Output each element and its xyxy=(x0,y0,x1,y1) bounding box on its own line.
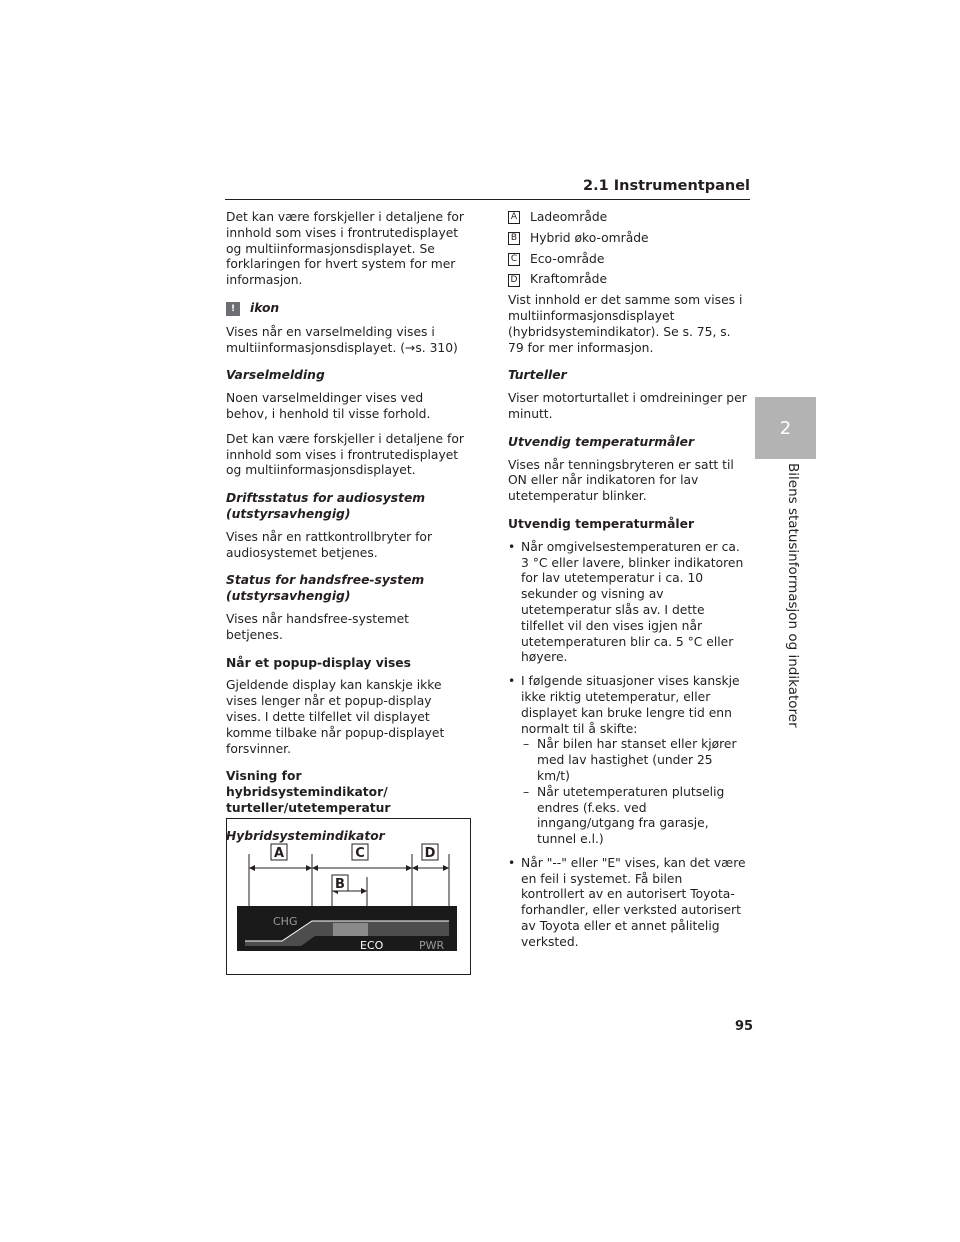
section-title: 2.1 Instrumentpanel xyxy=(583,178,750,194)
list-item xyxy=(508,674,748,848)
sub-bullet-text-1: Når bilen har stanset eller kjører med lav hastighet (under 25 km/t) xyxy=(537,737,737,783)
legend-text-b: Hybrid øko-område xyxy=(530,230,649,245)
warning-paragraph-2: Det kan være forskjeller i detaljene for innhold som vises i frontrutedisplayet og multiinformasjonsdisplayet. xyxy=(226,431,464,478)
figure-label-d: D xyxy=(424,846,436,861)
bullet-text-2: I følgende situasjoner vises kanskje ikke riktig utetemperatur, eller displayet kan bruke lengre tid enn normalt til å skifte: xyxy=(521,674,740,736)
intro-paragraph: Det kan være forskjeller i detaljene for innhold som vises i frontrutedisplayet og multiinformasjonsdisplayet. Se forklaringen for hvert system for mer informasjon. xyxy=(226,210,464,288)
warning-paragraph-1: Noen varselmeldinger vises ved behov, i henhold til visse forhold. xyxy=(226,391,431,421)
right-column xyxy=(508,210,748,959)
legend-letter-a: A xyxy=(508,211,520,224)
icon-heading: ikon xyxy=(250,300,280,315)
temp-bullet-list xyxy=(508,540,748,951)
sub-list-item xyxy=(521,785,748,848)
left-column xyxy=(226,210,466,852)
gauge-chg-label: CHG xyxy=(273,915,298,928)
legend-letter-b: B xyxy=(508,232,520,245)
handsfree-heading: Status for handsfree-system (utstyrsavhengig) xyxy=(226,573,425,604)
handsfree-text: Vises når handsfree-systemet betjenes. xyxy=(226,611,410,642)
list-item xyxy=(508,856,748,951)
legend-text-a: Ladeområde xyxy=(530,210,608,224)
outside-temp-text: Vises når tenningsbryteren er satt til ON eller når indikatoren for lav utetemperatur blinker. xyxy=(508,457,734,504)
sub-bullet-list xyxy=(521,737,748,848)
bullet-text-1: Når omgivelsestemperaturen er ca. 3 °C eller lavere, blinker indikatoren for lav utetemperatur i ca. 10 sekunder og visning av utetemperatur slås av. I dette tilfellet vil den vises igjen når utetemperaturen blir ca. 5 °C eller høyere. xyxy=(521,539,744,665)
outside-temp-heading: Utvendig temperaturmåler xyxy=(508,434,695,449)
tachometer-heading: Turteller xyxy=(508,368,567,383)
header-divider xyxy=(225,199,750,200)
sub-list-item xyxy=(521,737,748,784)
list-item xyxy=(508,540,748,666)
legend-text-d: Kraftområde xyxy=(530,272,608,287)
icon-text: Vises når en varselmelding vises i multiinformasjonsdisplayet. (→s. 310) xyxy=(226,324,458,355)
popup-heading: Når et popup-display vises xyxy=(226,655,411,670)
gauge-pwr-label: PWR xyxy=(419,939,445,952)
sub-bullet-text-2: Når utetemperaturen plutselig endres (f.eks. ved inngang/utgang fra garasje, tunnel e.l.) xyxy=(537,784,725,847)
figure-label-c: C xyxy=(355,846,365,861)
popup-text: Gjeldende display kan kanskje ikke vises lenger når et popup-display vises. I dette tilfellet vil displayet komme tilbake når popup-displayet forsvinner. xyxy=(226,678,445,756)
legend-item xyxy=(508,231,748,247)
warning-icon xyxy=(226,302,240,316)
icon-heading-row xyxy=(226,301,466,317)
hybrid-heading: Visning for hybridsystemindikator/ turteller/utetemperatur xyxy=(226,769,391,815)
audio-heading: Driftsstatus for audiosystem (utstyrsavhengig) xyxy=(226,491,426,521)
page-number: 95 xyxy=(735,1019,754,1034)
gauge-eco-label: ECO xyxy=(360,939,384,952)
hybrid-subheading: Hybridsystemindikator xyxy=(226,828,385,843)
audio-text: Vises når en rattkontrollbryter for audiosystemet betjenes. xyxy=(226,529,433,560)
warning-heading: Varselmelding xyxy=(226,368,325,383)
outside-temp-heading-2: Utvendig temperaturmåler xyxy=(508,516,695,531)
legend-note: Vist innhold er det samme som vises i multiinformasjonsdisplayet (hybridsystemindikator). Se s. 75, s. 79 for mer informasjon. xyxy=(508,293,743,355)
hybrid-indicator-illustration xyxy=(227,819,470,974)
legend-letter-c: C xyxy=(508,253,520,266)
figure-label-a: A xyxy=(273,846,285,861)
chapter-tab xyxy=(755,397,816,459)
chapter-title: Bilens statusinformasjon og indikatorer xyxy=(785,463,801,728)
legend-text-c: Eco-område xyxy=(530,251,605,266)
tachometer-text: Viser motorturtallet i omdreininger per minutt. xyxy=(508,391,747,421)
legend-item xyxy=(508,272,748,288)
bullet-text-3: Når "--" eller "E" vises, kan det være en feil i systemet. Få bilen kontrollert av en autorisert Toyota-forhandler, eller verksted autorisert av Toyota eller et annet pålitelig verksted. xyxy=(521,855,746,949)
legend-item xyxy=(508,252,748,268)
hybrid-indicator-figure xyxy=(226,818,471,975)
figure-label-b: B xyxy=(335,877,345,892)
legend-item xyxy=(508,210,748,226)
chapter-number: 2 xyxy=(779,417,792,439)
legend-letter-d: D xyxy=(508,274,520,287)
